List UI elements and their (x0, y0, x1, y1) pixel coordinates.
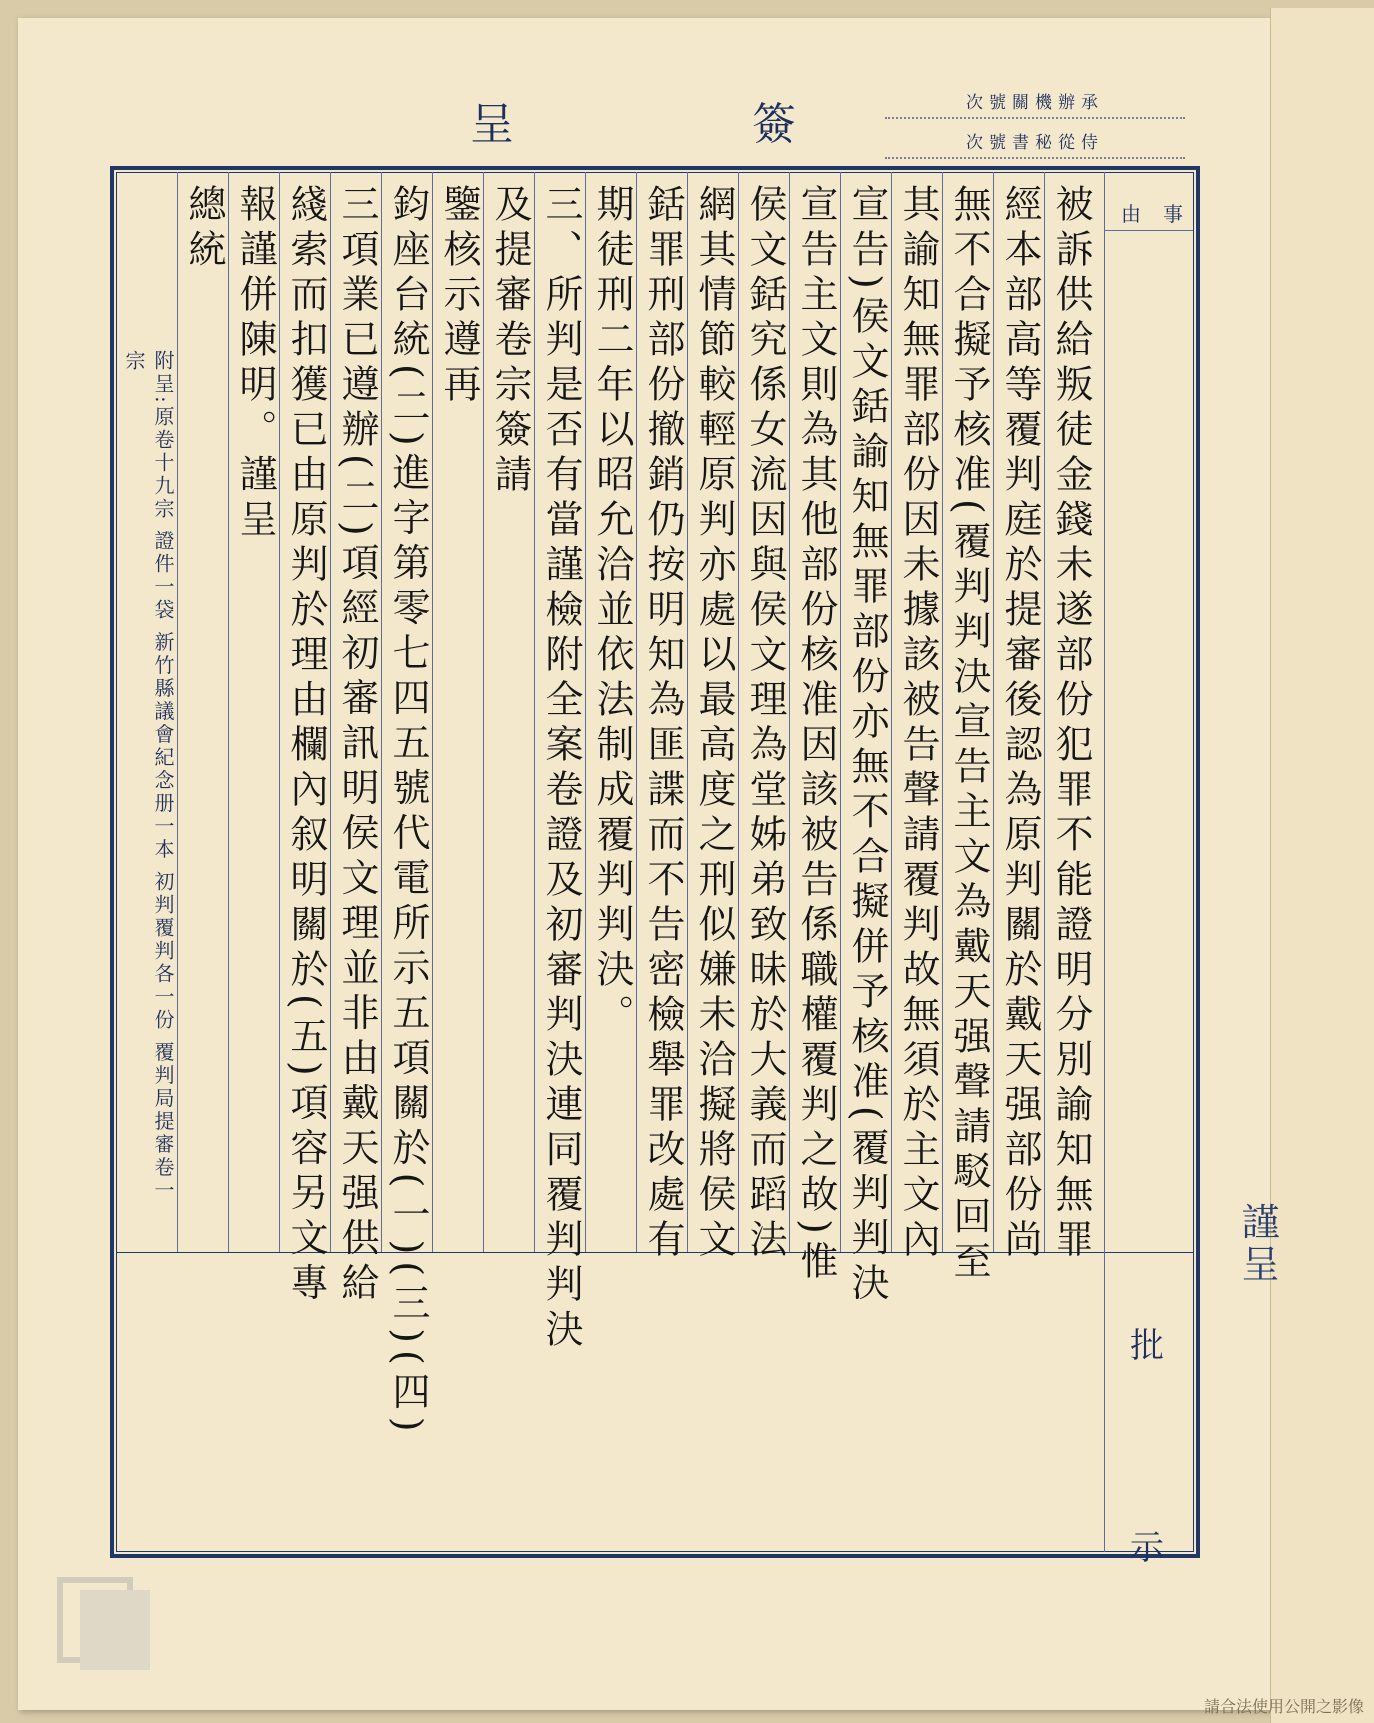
text-column: 宣告)侯文銛諭知無罪部份亦無不合擬併予核准(覆判判決 (845, 184, 889, 1308)
approval-label-shi: 示 (1130, 1528, 1164, 1568)
approval-label-pi: 批 (1130, 1326, 1164, 1366)
text-column: 鑒核示遵再 (437, 184, 481, 409)
column-rule (789, 172, 790, 1252)
column-rule (432, 172, 433, 1252)
title-char-left: 呈 (470, 99, 518, 150)
text-column: 鈞座台統(二)進字第零七四五號代電所示五項關於(一)(三)(四) (386, 184, 430, 1439)
usage-notice: 請合法使用公開之影像 (1203, 1697, 1364, 1716)
text-column: 期徒刑二年以昭允洽並依法制成覆判判決。 (590, 184, 634, 1039)
column-rule (840, 172, 841, 1252)
title-char-right: 簽 (752, 99, 800, 150)
column-rule (1044, 172, 1045, 1252)
text-column: 網其情節較輕原判亦處以最高度之刑似嫌未洽擬將侯文 (692, 184, 736, 1264)
column-rule (381, 172, 382, 1252)
underlying-sheet (1270, 8, 1374, 1723)
column-rule (636, 172, 637, 1252)
column-rule (687, 172, 688, 1252)
column-rule (330, 172, 331, 1252)
column-rule (534, 172, 535, 1252)
text-column: 侯文銛究係女流因與侯文理為堂姊弟致昧於大義而蹈法 (743, 184, 787, 1264)
column-rule (483, 172, 484, 1252)
approval-column-line (1104, 172, 1105, 1552)
column-rule (891, 172, 892, 1252)
column-rule (228, 172, 229, 1252)
archive-stamp-icon (40, 1560, 160, 1680)
column-rule (279, 172, 280, 1252)
column-rule (585, 172, 586, 1252)
column-rule (942, 172, 943, 1252)
subject-header (1105, 190, 1193, 231)
text-column: 經本部高等覆判庭於提審後認為原判關於戴天强部份尚 (998, 184, 1042, 1264)
text-column: 報謹併陳明。謹呈 (233, 184, 277, 544)
subject-char-b: 由 (1121, 202, 1141, 226)
text-column: 綫索而扣獲已由原判於理由欄內叙明關於(五)項容另文專 (284, 184, 328, 1308)
text-column: 總統 (182, 184, 226, 274)
text-column: 及提審卷宗簽請 (488, 184, 532, 499)
text-column: 其諭知無罪部份因未據該被告聲請覆判故無須於主文內 (896, 184, 940, 1264)
underlying-sheet-text: 謹呈 (1235, 1202, 1279, 1286)
text-column: 被訴供給叛徒金錢未遂部份犯罪不能證明分別諭知無罪 (1049, 184, 1093, 1264)
text-column: 三項業已遵辦(二)項經初審訊明侯文理並非由戴天强供給 (335, 184, 379, 1308)
column-rule (993, 172, 994, 1252)
text-column: 無不合擬予核准(覆判判決宣告主文為戴天强聲請駁回至 (947, 184, 991, 1286)
sign-line-office: 次號關機辦承 (885, 88, 1185, 119)
sign-line-secretary: 次號書秘從侍 (885, 128, 1185, 159)
subject-char-a: 事 (1163, 202, 1183, 226)
text-column: 宣告主文則為其他部份核准因該被告係職權覆判之故)惟 (794, 184, 838, 1286)
attachment-note: 附呈:原卷十九宗 證件一袋 新竹縣議會紀念册一本 初判覆判各一份 覆判局提審卷一宗 (122, 350, 175, 1203)
column-rule (738, 172, 739, 1252)
text-column: 三、所判是否有當謹檢附全案卷證及初審判決連同覆判判決 (539, 184, 583, 1354)
text-column: 銛罪刑部份撤銷仍按明知為匪諜而不告密檢舉罪改處有 (641, 184, 685, 1264)
